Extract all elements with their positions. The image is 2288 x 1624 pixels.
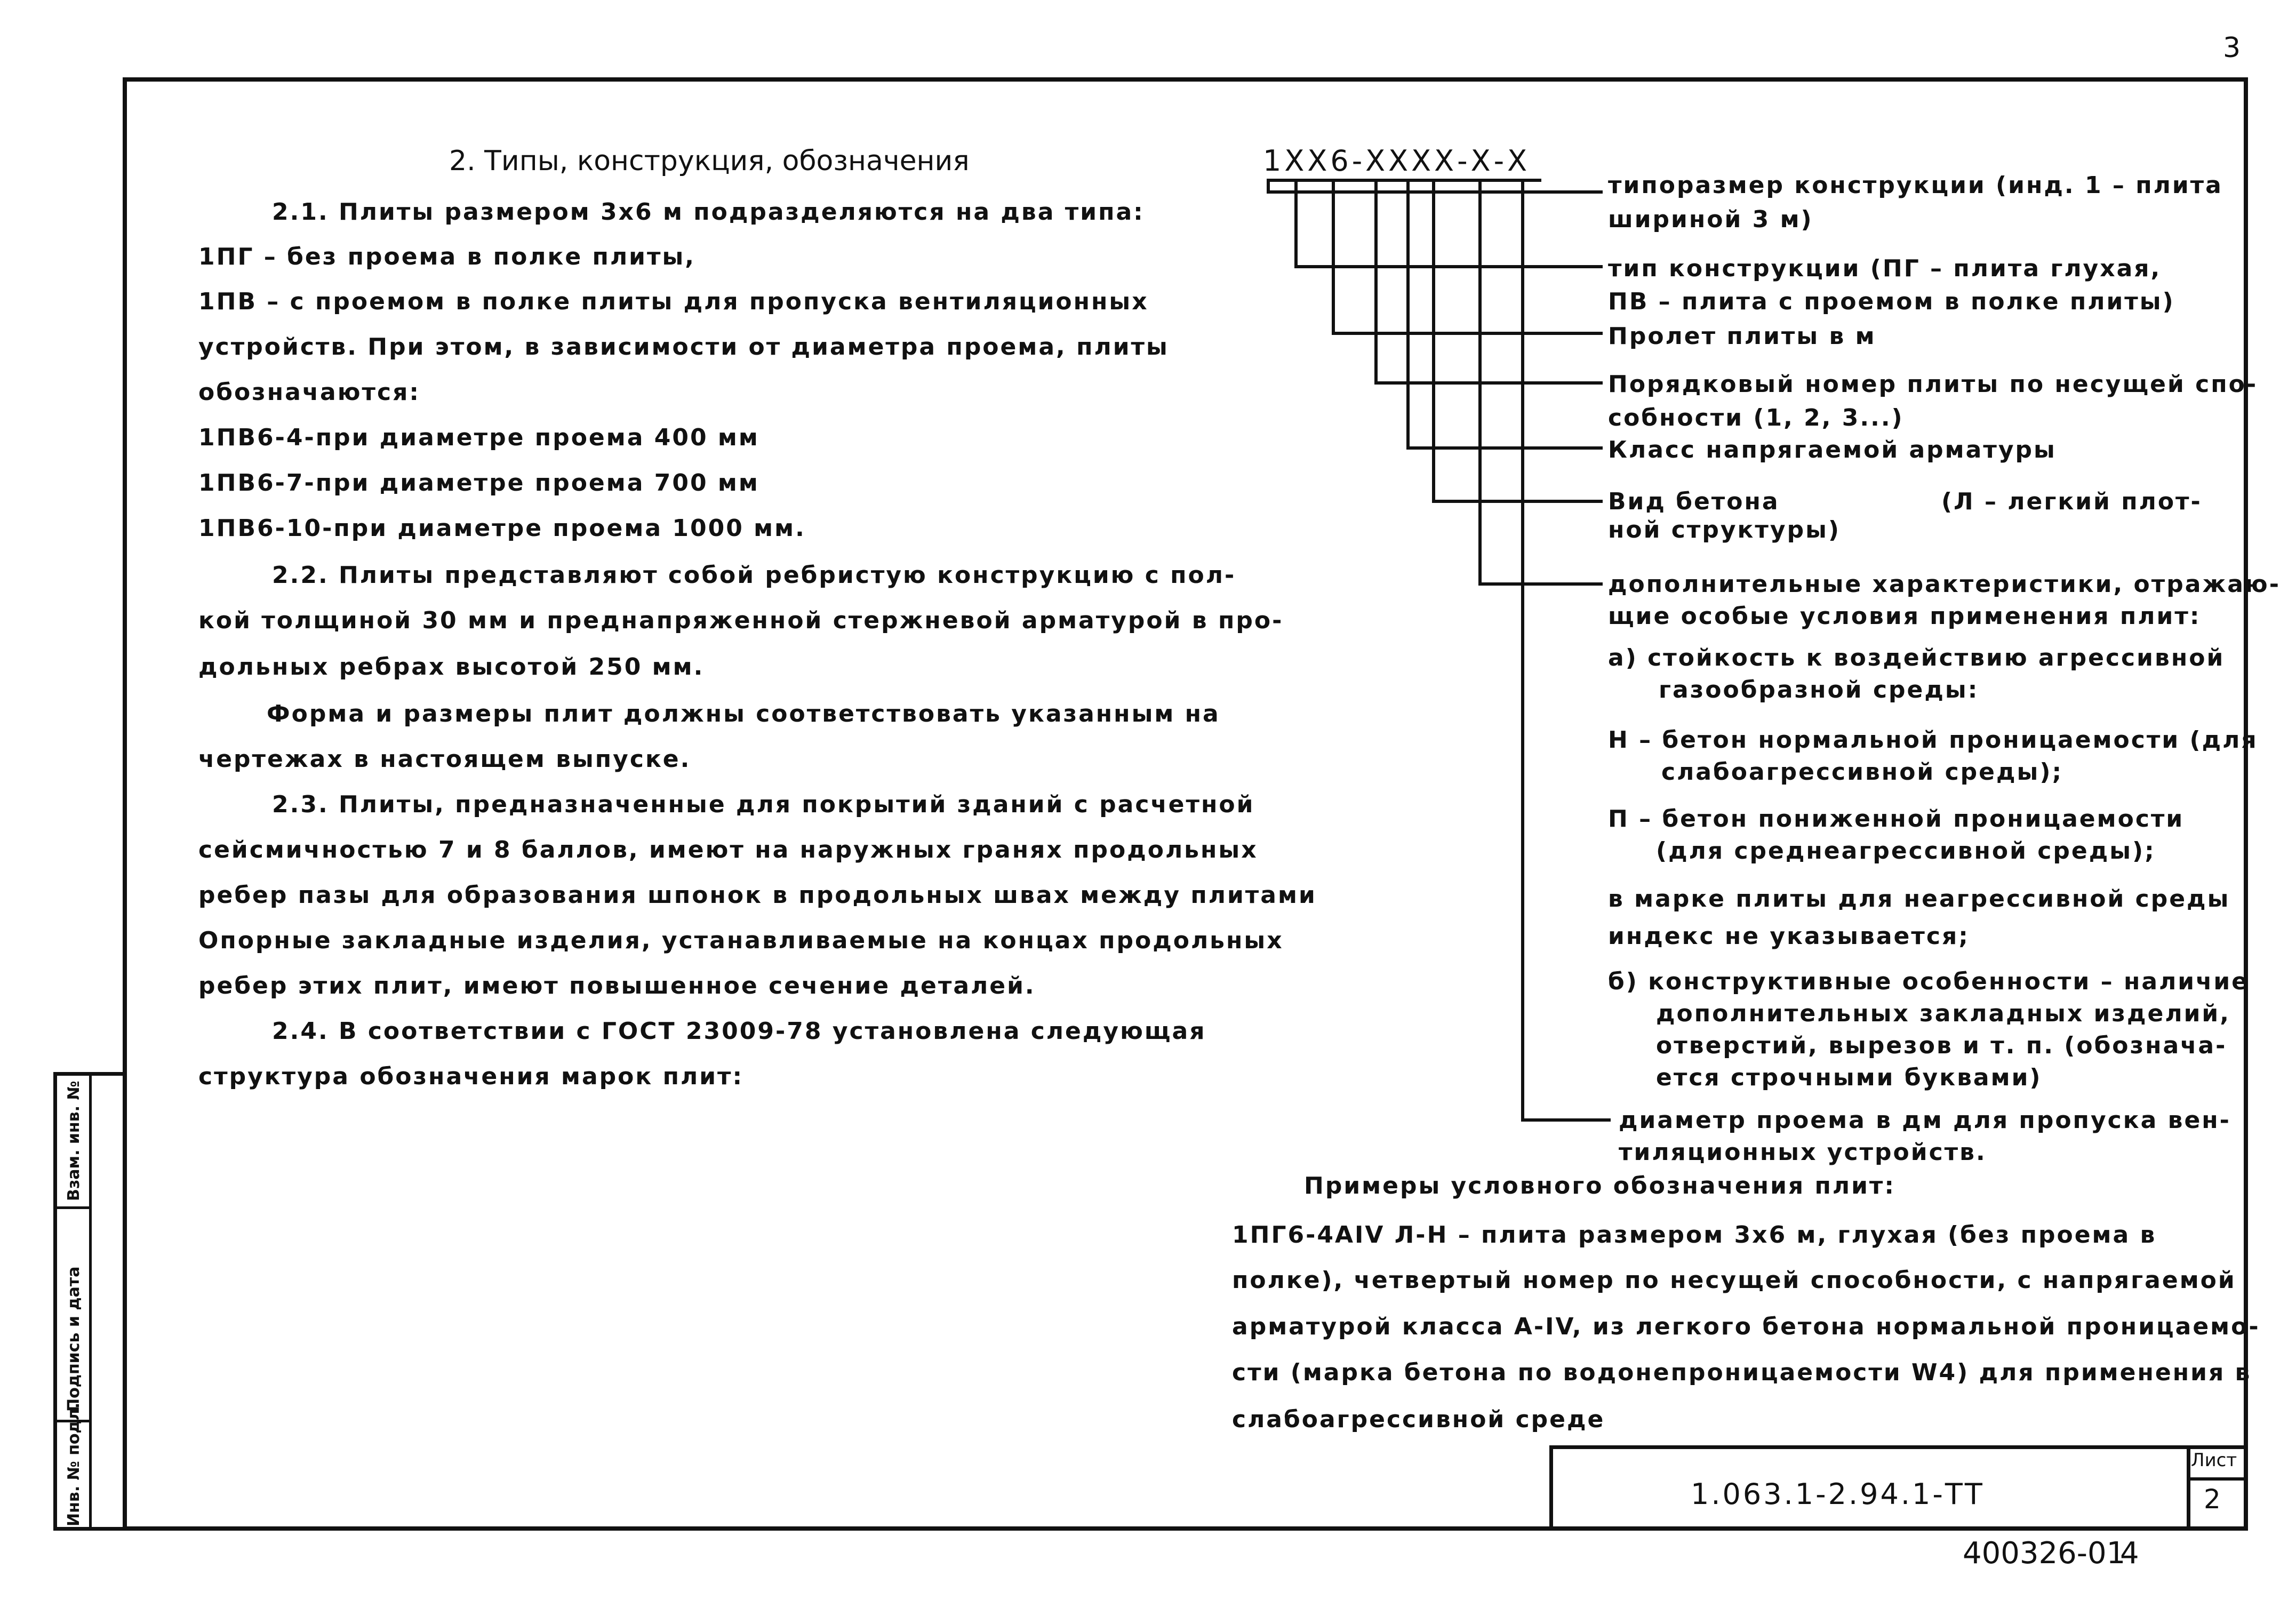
legend-line: диаметр проема в дм для пропуска вен-: [1619, 1107, 2231, 1134]
text-line: Форма и размеры плит должны соответствовать указанным на: [267, 700, 1220, 727]
legend-line: собности (1, 2, 3...): [1608, 404, 1904, 431]
text-line: 2.3. Плиты, предназначенные для покрытий зданий с расчетной: [272, 791, 1255, 818]
legend-line: Вид бетона: [1608, 488, 1780, 515]
text-line: 2.2. Плиты представляют собой ребристую конструкцию с пол-: [272, 562, 1236, 589]
legend-line: слабоагрессивной среды);: [1661, 758, 2063, 786]
legend-line: шириной 3 м): [1608, 206, 1813, 233]
sheet-label: Лист: [2191, 1450, 2237, 1471]
example-line: арматурой класса А-IV, из легкого бетона нормальной проницаемо-: [1232, 1313, 2260, 1340]
legend-line: ной структуры): [1608, 516, 1841, 543]
text-line: 1ПГ – без проема в полке плиты,: [198, 243, 696, 270]
legend-line: тиляционных устройств.: [1619, 1139, 1987, 1166]
archive-sheet: 4: [2120, 1536, 2139, 1571]
text-line: структура обозначения марок плит:: [198, 1063, 744, 1090]
text-line: 2.1. Плиты размером 3х6 м подразделяются на два типа:: [272, 198, 1145, 226]
legend-line: (для среднеагрессивной среды);: [1656, 837, 2156, 865]
text-line: ребер пазы для образования шпонок в продольных швах между плитами: [198, 882, 1317, 909]
text-line: чертежах в настоящем выпуске.: [198, 746, 691, 773]
text-line: Опорные закладные изделия, устанавливаемые на концах продольных: [198, 927, 1284, 954]
text-line: обозначаются:: [198, 379, 420, 406]
example-line: сти (марка бетона по водонепроницаемости W4) для применения в: [1232, 1359, 2252, 1386]
archive-number: 400326-01: [1963, 1536, 2126, 1571]
text-line: 1ПВ – с проемом в полке плиты для пропуска вентиляционных: [198, 288, 1149, 315]
text-line: 1ПВ6-10-при диаметре проема 1000 мм.: [198, 515, 806, 542]
legend-line: ется строчными буквами): [1656, 1064, 2042, 1091]
text-line: сейсмичностью 7 и 8 баллов, имеют на наружных гранях продольных: [198, 836, 1258, 863]
legend-line: Пролет плиты в м: [1608, 323, 1876, 350]
legend-line: Класс напрягаемой арматуры: [1608, 436, 2057, 463]
example-line: 1ПГ6-4АIV Л-Н – плита размером 3х6 м, глухая (без проема в: [1232, 1221, 2157, 1249]
legend-line: Н – бетон нормальной проницаемости (для: [1608, 726, 2258, 754]
legend-line: индекс не указывается;: [1608, 923, 1970, 950]
legend-line: П – бетон пониженной проницаемости: [1608, 805, 2185, 833]
legend-line: отверстий, вырезов и т. п. (обознача-: [1656, 1032, 2227, 1059]
legend-line: б) конструктивные особенности – наличие: [1608, 968, 2250, 995]
example-line: полке), четвертый номер по несущей способности, с напрягаемой: [1232, 1267, 2236, 1294]
legend-line: Порядковый номер плиты по несущей спо-: [1608, 371, 2258, 398]
legend-line: ПВ – плита с проемом в полке плиты): [1608, 288, 2175, 315]
legend-line: а) стойкость к воздействию агрессивной: [1608, 644, 2225, 671]
legend-line: тип конструкции (ПГ – плита глухая,: [1608, 255, 2162, 282]
side-label-inventory: Инв. № подл.: [65, 1402, 83, 1526]
text-line: 1ПВ6-7-при диаметре проема 700 мм: [198, 469, 759, 497]
text-line: устройств. При этом, в зависимости от диаметра проема, плиты: [198, 333, 1169, 361]
legend-line: (Л – легкий плот-: [1941, 488, 2202, 515]
legend-line: дополнительных закладных изделий,: [1656, 1000, 2230, 1027]
examples-title: Примеры условного обозначения плит:: [1304, 1172, 1896, 1199]
text-line: дольных ребрах высотой 250 мм.: [198, 653, 705, 681]
legend-line: в марке плиты для неагрессивной среды: [1608, 885, 2230, 913]
legend-line: типоразмер конструкции (инд. 1 – плита: [1608, 172, 2223, 199]
text-line: 2.4. В соответствии с ГОСТ 23009-78 установлена следующая: [272, 1018, 1206, 1045]
sheet-cell-divider: [2187, 1477, 2248, 1481]
legend-line: щие особые условия применения плит:: [1608, 603, 2201, 630]
side-label-substitute: Взам. инв. №: [65, 1081, 83, 1201]
example-line: слабоагрессивной среде: [1232, 1406, 1605, 1433]
section-title: 2. Типы, конструкция, обозначения: [449, 145, 970, 177]
page-number: 3: [2223, 32, 2241, 64]
code-template: 1ХХ6-ХХХХ-Х-Х: [1263, 144, 1531, 178]
text-line: ребер этих плит, имеют повышенное сечение деталей.: [198, 972, 1036, 999]
legend-line: дополнительные характеристики, отражаю-: [1608, 571, 2281, 598]
document-designation: 1.063.1-2.94.1-ТТ: [1691, 1477, 1985, 1511]
sheet-number: 2: [2204, 1484, 2221, 1515]
text-line: кой толщиной 30 мм и преднапряженной стержневой арматурой в про-: [198, 607, 1284, 634]
text-line: 1ПВ6-4-при диаметре проема 400 мм: [198, 424, 759, 451]
side-label-signature: Подпись и дата: [65, 1266, 83, 1412]
legend-line: газообразной среды:: [1659, 676, 1979, 703]
